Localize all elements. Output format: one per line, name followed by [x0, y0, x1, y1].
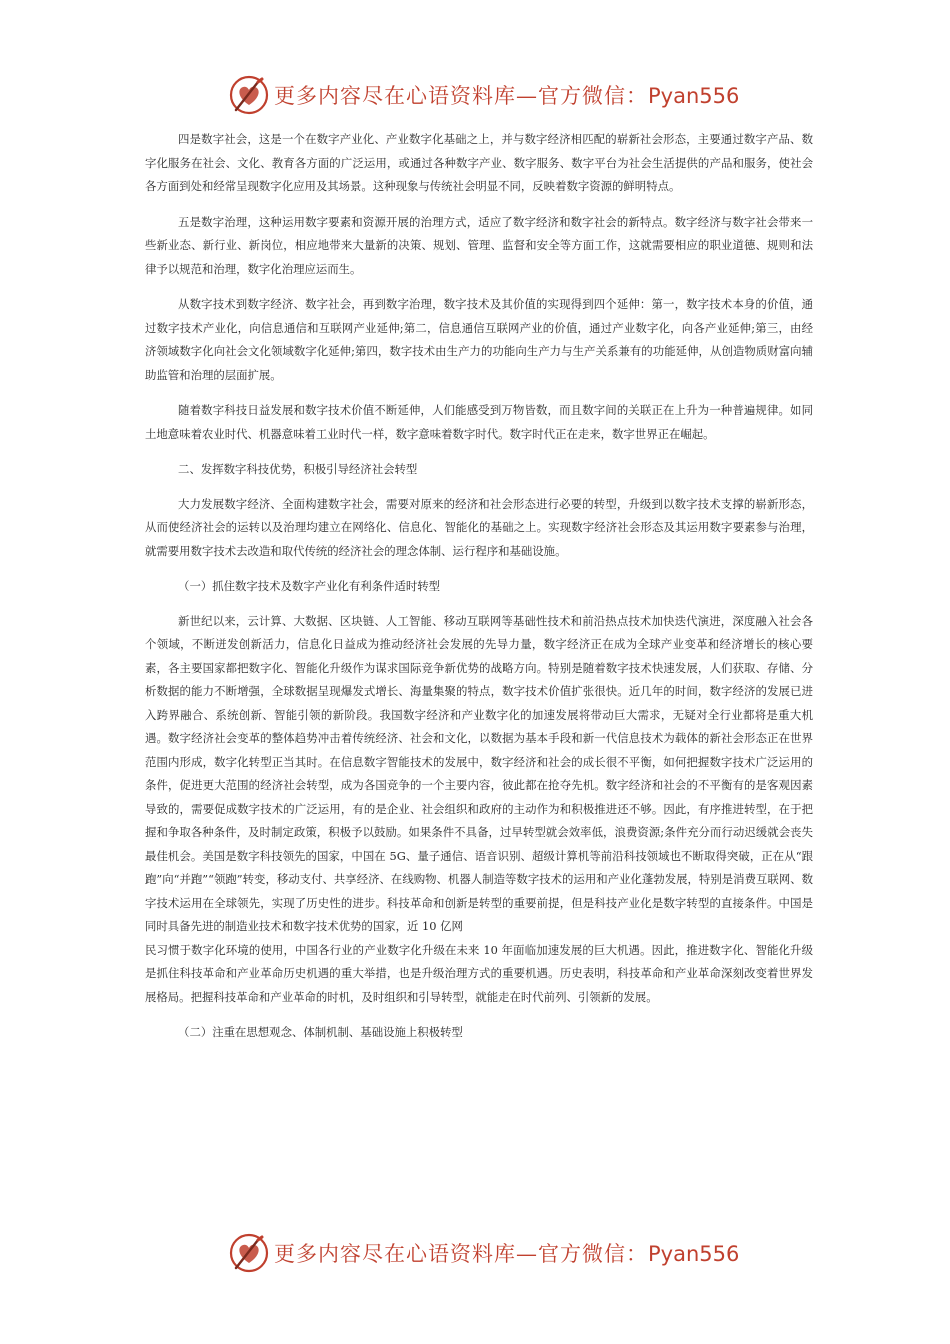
watermark-footer	[0, 1228, 950, 1278]
watermark-text	[274, 80, 739, 110]
paragraph-digital-era: 随着数字科技日益发展和数字技术价值不断延伸，人们能感受到万物皆数，而且数字间的关联正在上升为一种普遍规律。如同土地意味着农业时代、机器意味着工业时代一样，数字意味着数字时代。数字时代正在走来，数字世界正在崛起。	[145, 403, 813, 441]
watermark-text-cn: 更多内容尽在心语资料库—官方微信：	[274, 84, 648, 108]
watermark-text-cn: 更多内容尽在心语资料库—官方微信：	[274, 1242, 648, 1266]
watermark-wechat-id: Pyan556	[648, 1242, 740, 1266]
pen-heart-logo-icon	[228, 74, 270, 116]
paragraph-digital-governance: 五是数字治理，这种运用数字要素和资源开展的治理方式，适应了数字经济和数字社会的新特点。数字经济与数字社会带来一些新业态、新行业、新岗位，相应地带来大量新的决策、规划、管理、监督和安全等方面工作，这就需要相应的职业道德、规则和法律予以规范和治理，数字化治理应运而生。	[145, 214, 813, 276]
paragraph-new-century: 新世纪以来，云计算、大数据、区块链、人工智能、移动互联网等基础性技术和前沿热点技术加快迭代演进，深度融入社会各个领域，不断迸发创新活力，信息化日益成为推动经济社会发展的先导力量，数字经济正在成为全球产业变革和经济增长的核心要素，各主要国家都把数字化、智能化升级作为谋求国际竞争新优势的战略方向。特别是随着数字技术快速发展，人们获取、存储、分析数据的能力不断增强，全球数据呈现爆发式增长、海量集聚的特点，数字技术价值扩张很快。近几年的时间，数字经济的发展已进入跨界融合、系统创新、智能引领的新阶段。我国数字经济和产业数字化的加速发展将带动巨大需求，无疑对全行业都将是重大机遇。数字经济社会变革的整体趋势冲击着传统经济、社会和文化，以数据为基本手段和新一代信息技术为载体的新社会形态正在世界范围内形成，数字化转型正当其时。在信息数字智能技术的发展中，数字经济和社会的成长很不平衡，如何把握数字技术广泛运用的条件，促进更大范围的经济社会转型，成为各国竞争的一个主要内容，彼此都在抢夺先机。数字经济和社会的不平衡有的是客观因素导致的，需要促成数字技术的广泛运用，有的是企业、社会组织和政府的主动作为和积极推进还不够。因此，有序推进转型，在于把握和争取各种条件，及时制定政策，积极予以鼓励。如果条件不具备，过早转型就会效率低，浪费资源;条件充分而行动迟缓就会丧失最佳机会。美国是数字科技领先的国家，中国在 5G、量子通信、语音识别、超级计算机等前沿科技领域也不断取得突破，正在从“跟跑”向“并跑”“领跑”转变，移动支付、共享经济、在线购物、机器人制造等数字技术的运用和产业化蓬勃发展，特别是消费互联网、数字技术运用在全球领先，实现了历史性的进步。科技革命和创新是转型的重要前提，但是科技产业化是数字转型的直接条件。中国是同时具备先进的制造业技术和数字技术优势的国家，近 10 亿网	[145, 613, 813, 933]
section-heading-2: 二、发挥数字科技优势，积极引导经济社会转型	[178, 462, 418, 476]
paragraph-digital-society: 四是数字社会，这是一个在数字产业化、产业数字化基础之上，并与数字经济相匹配的崭新社会形态，主要通过数字产品、数字化服务在社会、文化、教育各方面的广泛运用，或通过各种数字产业、数字服务、数字平台为社会生活提供的产品和服务，使社会各方面到处和经常呈现数字化应用及其场景。这种现象与传统社会明显不同，反映着数字资源的鲜明特点。	[145, 132, 813, 193]
watermark-text	[274, 1238, 739, 1268]
watermark-wechat-id: Pyan556	[648, 84, 740, 108]
document-body	[145, 128, 813, 1056]
paragraph-four-extensions: 从数字技术到数字经济、数字社会，再到数字治理，数字技术及其价值的实现得到四个延伸：第一，数字技术本身的价值，通过数字技术产业化，向信息通信和互联网产业延伸;第二，信息通信互联网产业的价值，通过产业数字化，向各产业延伸;第三，由经济领域数字化向社会文化领域数字化延伸;第四，数字技术由生产力的功能向生产力与生产关系兼有的功能延伸，从创造物质财富向辅助监管和治理的层面扩展。	[145, 297, 813, 382]
paragraph-new-century-cont: 民习惯于数字化环境的使用，中国各行业的产业数字化升级在未来 10 年面临加速发展的巨大机遇。因此，推进数字化、智能化升级是抓住科技革命和产业革命历史机遇的重大举措，也是升级治理方式的重要机遇。历史表明，科技革命和产业革命深刻改变着世界发展格局。把握科技革命和产业革命的时机，及时组织和引导转型，就能走在时代前列、引领新的发展。	[145, 942, 813, 1004]
pen-heart-logo-icon	[228, 1232, 270, 1274]
subsection-heading-1: （一）抓住数字技术及数字产业化有利条件适时转型	[178, 579, 441, 593]
watermark-header	[0, 70, 950, 120]
paragraph-transformation-intro: 大力发展数字经济、全面构建数字社会，需要对原来的经济和社会形态进行必要的转型，升级到以数字技术支撑的崭新形态，从而使经济社会的运转以及治理均建立在网络化、信息化、智能化的基础之上。实现数字经济社会形态及其运用数字要素参与治理，就需要用数字技术去改造和取代传统的经济社会的理念体制、运行程序和基础设施。	[145, 496, 813, 558]
subsection-heading-2: （二）注重在思想观念、体制机制、基础设施上积极转型	[178, 1025, 463, 1039]
